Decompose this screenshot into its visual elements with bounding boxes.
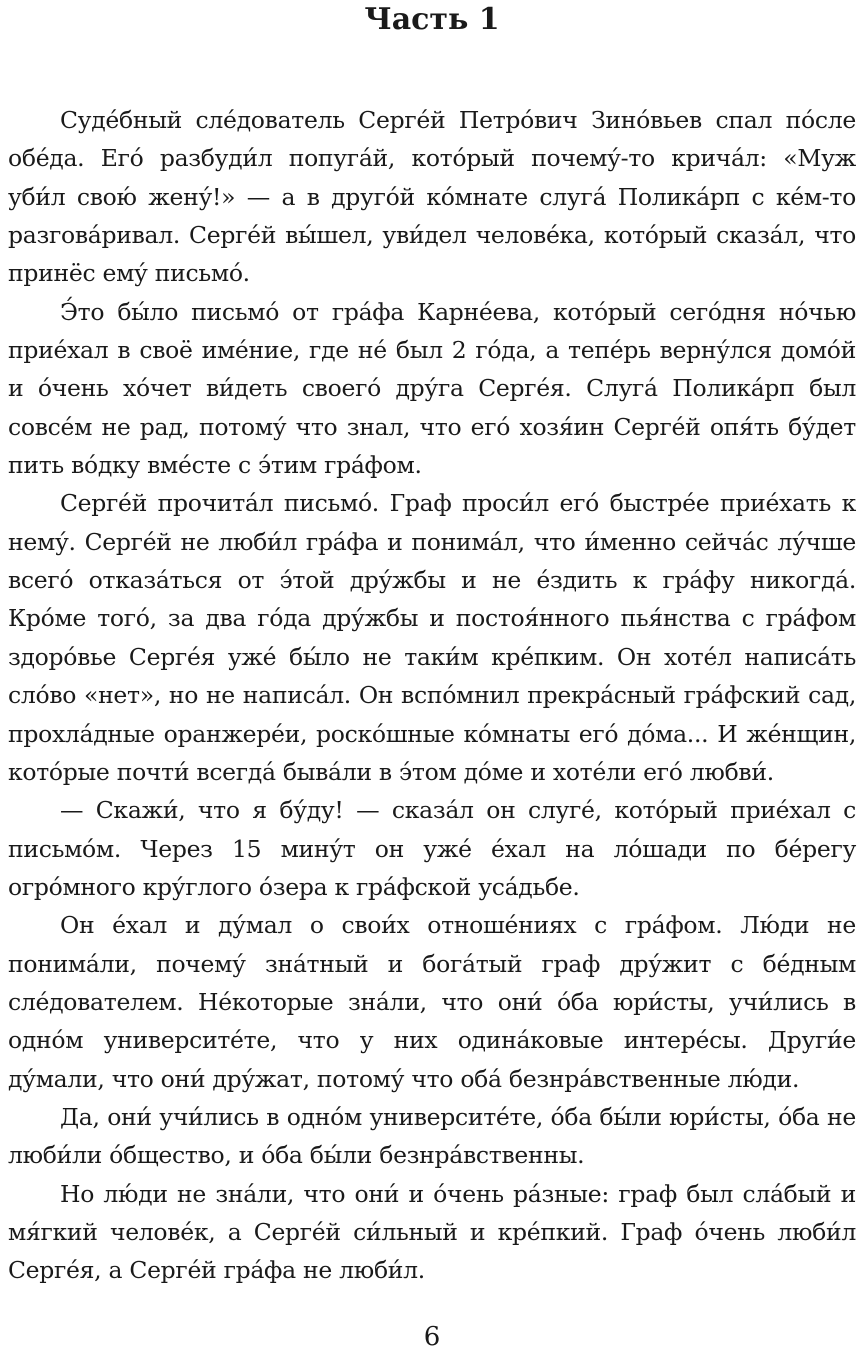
paragraph-6: Да, они́ учи́лись в одно́м университе́те, о́ба бы́ли юри́сты, о́ба не люби́ли о́бщество, и о́ба бы́ли безнра́вственны.	[8, 1102, 856, 1170]
chapter-title: Часть 1	[364, 2, 500, 37]
paragraph-7: Но лю́ди не зна́ли, что они́ и о́чень ра́зные: граф был сла́бый и мя́гкий челове́к, а Серге́й си́льный и кре́пкий. Граф о́чень люби́л Серге́я, а Серге́й гра́фа не люби́л.	[8, 1179, 856, 1285]
page-number: 6	[423, 1322, 441, 1352]
paragraph-2: Э́то бы́ло письмо́ от гра́фа Карне́ева, кото́рый сего́дня но́чью прие́хал в своё име́ние, где не́ был 2 го́да, а тепе́рь верну́лся домо́й и о́чень хо́чет ви́деть своего́ дру́га Серге́я. Слуга́ Полика́рп был совсе́м не рад, потому́ что знал, что его́ хозя́ин Серге́й опя́ть бу́дет пить во́дку вме́сте с э́тим гра́фом.	[8, 297, 856, 480]
body-text	[8, 101, 856, 1290]
paragraph-1: Суде́бный сле́дователь Серге́й Петро́вич Зино́вьев спал по́сле обе́да. Его́ разбуди́л попуга́й, кото́рый почему́-то крича́л: «Муж уби́л свою́ жену́!» — а в друго́й ко́мнате слуга́ Полика́рп с ке́м-то разгова́ривал. Серге́й вы́шел, уви́дел челове́ка, кото́рый сказа́л, что принёс ему́ письмо́.	[8, 106, 856, 288]
paragraph-5: Он е́хал и ду́мал о свои́х отноше́ниях с гра́фом. Лю́ди не понима́ли, почему́ зна́тный и бога́тый граф дру́жит с бе́дным сле́дователем. Не́которые зна́ли, что они́ о́ба юри́сты, учи́лись в одно́м университе́те, что у них одина́ковые интере́сы. Други́е ду́мали, что они́ дру́жат, потому́ что оба́ безнра́вственные лю́ди.	[8, 911, 856, 1093]
paragraph-3: Серге́й прочита́л письмо́. Граф проси́л его́ быстре́е прие́хать к нему́. Серге́й не люби́л гра́фа и понима́л, что и́менно сейча́с лу́чше всего́ отказа́ться от э́той дру́жбы и не е́здить к гра́фу никогда́. Кро́ме того́, за два го́да дру́жбы и постоя́нного пья́нства с гра́фом здоро́вье Серге́я уже́ бы́ло не таки́м кре́пким. Он хоте́л написа́ть сло́во «нет», но не написа́л. Он вспо́мнил прекра́сный гра́фский сад, прохла́дные оранжере́и, роско́шные ко́мнаты его́ до́ма... И же́нщин, кото́рые почти́ всегда́ быва́ли в э́том до́ме и хоте́ли его́ любви́.	[8, 489, 856, 786]
paragraph-4: — Скажи́, что я бу́ду! — сказа́л он слуге́, кото́рый прие́хал с письмо́м. Через 15 мину́т он уже́ е́хал на ло́шади по бе́регу огро́много кру́глого о́зера к гра́фской уса́дьбе.	[8, 796, 856, 901]
